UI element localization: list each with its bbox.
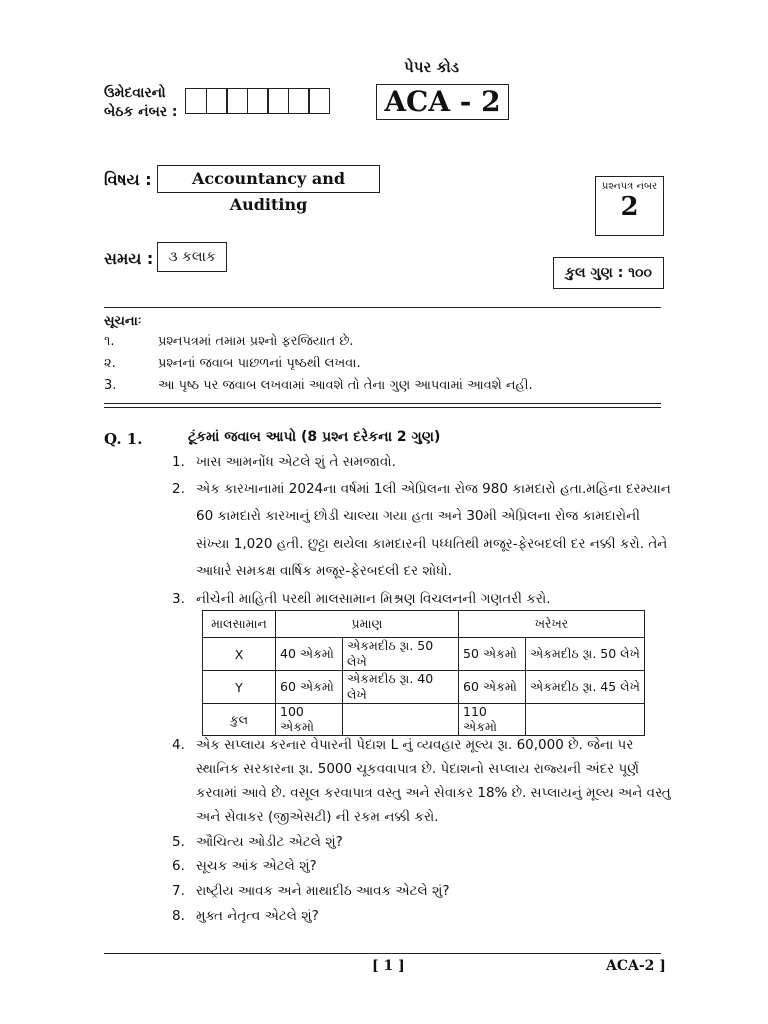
- subject-label: વિષય :: [104, 170, 152, 189]
- sub-question-4-line: સ્થાનિક સરકારના રૂા. 5000 ચૂકવવાપાત્ર છે. પેદાશનો સપ્લાય રાજ્યની અંદર પૂર્ણ: [196, 761, 640, 777]
- total-marks: કુલ ગુણ : ૧૦૦: [553, 257, 664, 289]
- sub-question-2-line: સંખ્યા 1,020 હતી. છુટ્ટા થયેલા કામદારની પધ્ધતિથી મજૂર-ફેરબદલી દર નક્કી કરો. તેને: [196, 536, 668, 552]
- table-header: પ્રમાણ: [276, 611, 459, 638]
- sub-question-1: 1. ખાસ આમનોંધ એટલે શું તે સમજાવો.: [172, 454, 396, 470]
- table-cell: 40 એકમો: [276, 638, 343, 671]
- sub-question-6: 6. સૂચક આંક એટલે શું?: [172, 858, 317, 874]
- sub-question-4-line: કરવામાં આવે છે. વસૂલ કરવાપાત્ર વસ્તુ અને સેવાકર 18% છે. સપ્લાયનું મૂલ્ય અને વસ્તુ: [196, 785, 671, 801]
- seat-number-boxes[interactable]: [185, 88, 329, 114]
- divider: [104, 307, 661, 308]
- table-cell: એકમદીઠ રૂા. 40 લેખે: [343, 671, 459, 704]
- divider: [104, 407, 661, 408]
- question-heading: ટૂંકમાં જવાબ આપો (8 પ્રશ્ન દરેકના 2 ગુણ): [188, 429, 441, 445]
- seat-digit-box[interactable]: [226, 88, 248, 114]
- seat-digit-box[interactable]: [308, 88, 330, 114]
- seat-digit-box[interactable]: [185, 88, 207, 114]
- instruction-item: 3. આ પૃષ્ઠ પર જવાબ લખવામાં આવશે તો તેના ગુણ આપવામાં આવશે નહી.: [104, 378, 533, 393]
- table-cell: એકમદીઠ રૂા. 45 લેખે: [526, 671, 645, 704]
- instruction-item: ૧. પ્રશ્નપત્રમાં તમામ પ્રશ્નો ફરજિયાત છે.: [104, 334, 354, 349]
- question-number: Q. 1.: [104, 430, 143, 448]
- table-row: [203, 671, 645, 704]
- sub-question-2: 2. એક કારખાનામાં 2024ના વર્ષમાં 1લી એપ્રિલના રોજ 980 કામદારો હતા.મહિના દરમ્યાન: [172, 481, 671, 497]
- divider: [104, 403, 661, 404]
- qp-number-value: 2: [620, 192, 639, 222]
- table-cell: X: [203, 638, 276, 671]
- table-cell: એકમદીઠ રૂા. 50 લેખે: [526, 638, 645, 671]
- time-label: સમય :: [104, 249, 154, 268]
- table-cell: 100 એકમો: [276, 704, 343, 736]
- instruction-item: ૨. પ્રશ્નનાં જવાબ પાછળનાં પૃષ્ઠથી લખવા.: [104, 356, 361, 371]
- table-header: ખરેખર: [459, 611, 645, 638]
- table-header-row: [203, 611, 645, 638]
- question-paper-number: [595, 176, 664, 236]
- footer-paper-code: ACA-2 ]: [606, 958, 666, 974]
- seat-digit-box[interactable]: [288, 88, 310, 114]
- seat-digit-box[interactable]: [206, 88, 228, 114]
- table-cell: [343, 704, 459, 736]
- seat-label-line1: ઉમેદવારનો: [104, 85, 166, 101]
- paper-code-label: પેપર કોડ: [404, 58, 460, 76]
- table-cell: 60 એકમો: [276, 671, 343, 704]
- seat-label-line2: બેઠક નંબર :: [104, 104, 178, 120]
- time-value: ૩ કલાક: [157, 242, 227, 272]
- sub-question-3: 3. નીચેની માહિતી પરથી માલસામાન મિશ્રણ વિચલનની ગણતરી કરો.: [172, 591, 551, 607]
- seat-digit-box[interactable]: [247, 88, 269, 114]
- seat-number-label: [104, 84, 178, 122]
- sub-question-2-line: આધારે સમકક્ષ વાર્ષિક મજૂર-ફેરબદલી દર શોધો.: [196, 563, 452, 579]
- sub-question-7: 7. રાષ્ટ્રીય આવક અને માથાદીઠ આવક એટલે શું?: [172, 883, 450, 899]
- table-cell: 50 એકમો: [459, 638, 526, 671]
- seat-digit-box[interactable]: [267, 88, 289, 114]
- table-cell: Y: [203, 671, 276, 704]
- table-cell: કુલ: [203, 704, 276, 736]
- paper-code: ACA - 2: [376, 84, 509, 120]
- sub-question-8: 8. મુક્ત નેતૃત્વ એટલે શું?: [172, 908, 319, 924]
- table-cell: 110 એકમો: [459, 704, 526, 736]
- page-number: [ 1 ]: [372, 958, 405, 974]
- instructions-title: સૂચનાઃ: [104, 314, 142, 329]
- table-row: [203, 704, 645, 736]
- material-table: [202, 610, 645, 736]
- table-cell: એકમદીઠ રૂા. 50 લેખે: [343, 638, 459, 671]
- table-cell: 60 એકમો: [459, 671, 526, 704]
- sub-question-2-line: 60 કામદારો કારખાનું છોડી ચાલ્યા ગયા હતા અને 30મી એપ્રિલના રોજ કામદારોની: [196, 508, 641, 524]
- table-row: [203, 638, 645, 671]
- subject-name: Accountancy and Auditing: [157, 165, 380, 193]
- qp-number-label: પ્રશ્નપત્ર નંબર: [601, 181, 658, 192]
- table-cell: [526, 704, 645, 736]
- sub-question-4-line: અને સેવાકર (જીએસટી) ની રકમ નક્કી કરો.: [196, 809, 439, 825]
- sub-question-4: 4. એક સપ્લાય કરનાર વેપારની પેદાશ L નું વ્યવહાર મૂલ્ય રૂા. 60,000 છે. જેના પર: [172, 737, 634, 753]
- sub-question-5: 5. ઔચિત્ય ઓડીટ એટલે શું?: [172, 834, 343, 850]
- table-header: માલસામાન: [203, 611, 276, 638]
- footer-divider: [104, 953, 661, 954]
